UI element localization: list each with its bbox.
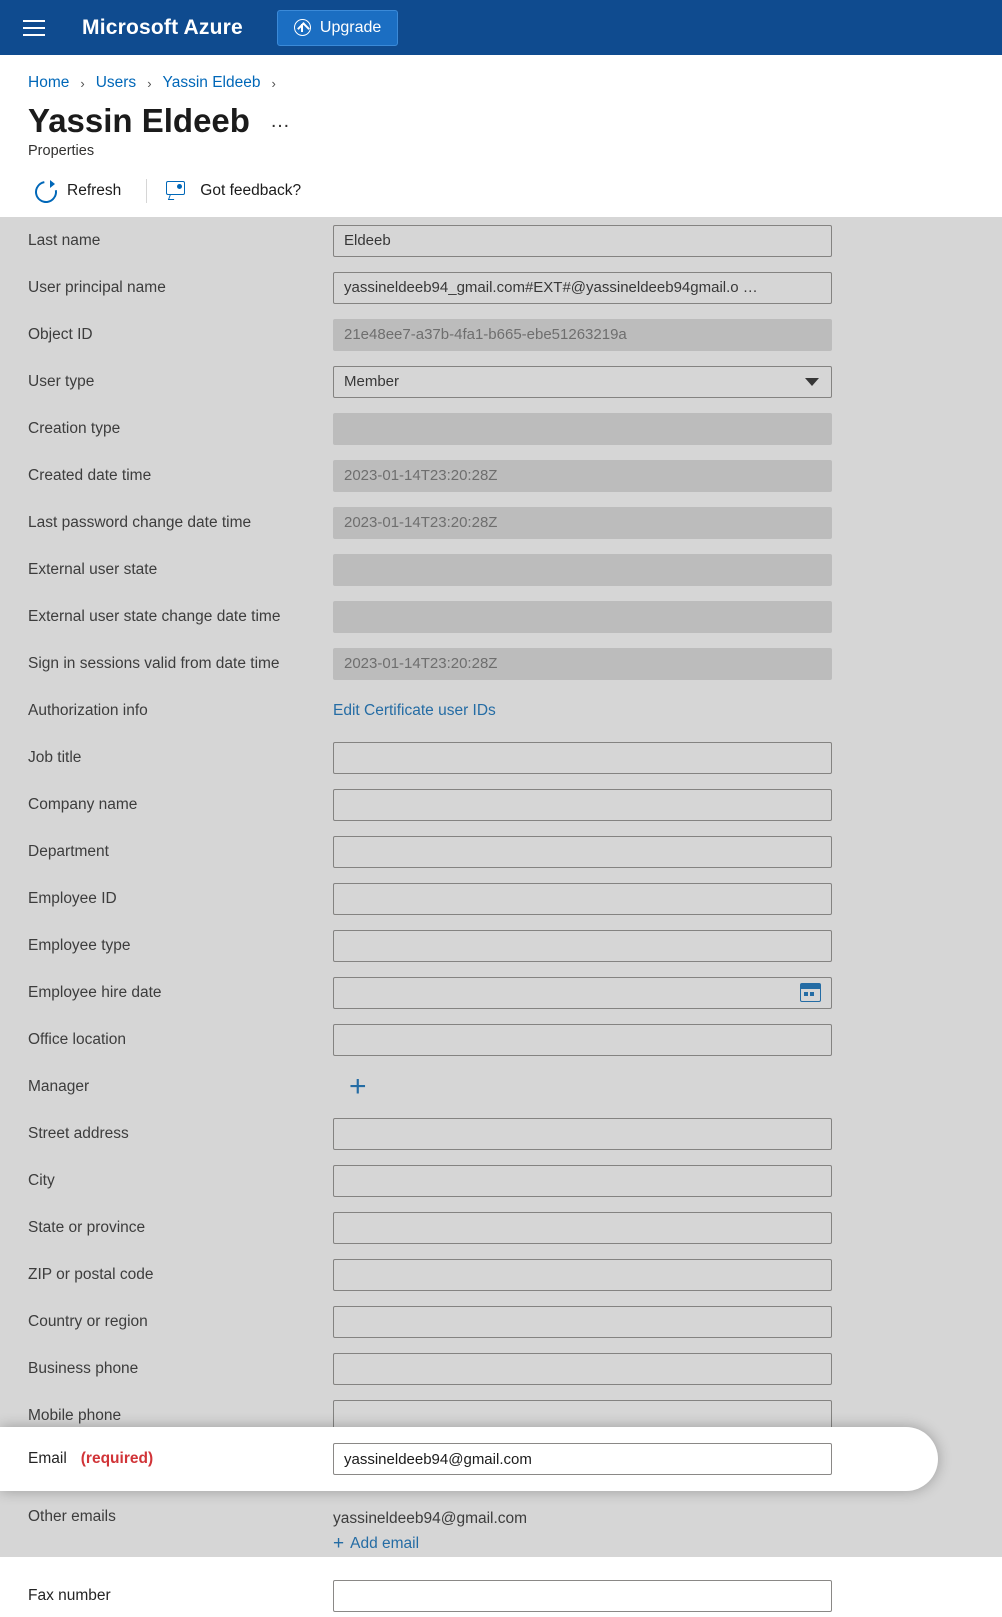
upgrade-arrow-icon <box>294 19 311 36</box>
field-label: Employee ID <box>28 889 117 907</box>
refresh-icon <box>34 180 56 202</box>
azure-brand-label[interactable]: Microsoft Azure <box>82 15 243 39</box>
user-principal-name-input[interactable]: yassineldeeb94_gmail.com#EXT#@yassineldeeb94gmail.o … <box>333 272 832 304</box>
field-row-country-or-region <box>28 1298 1002 1345</box>
employee-hire-date-input[interactable] <box>333 977 832 1009</box>
plus-icon: + <box>333 1533 345 1555</box>
job-title-input[interactable] <box>333 742 832 774</box>
creation-type-value <box>333 413 832 445</box>
employee-id-input[interactable] <box>333 883 832 915</box>
other-emails-content <box>333 1507 527 1553</box>
chevron-down-icon <box>805 378 819 386</box>
state-or-province-input[interactable] <box>333 1212 832 1244</box>
field-row-city <box>28 1157 1002 1204</box>
field-row-office-location <box>28 1016 1002 1063</box>
feedback-label: Got feedback? <box>200 182 302 200</box>
add-email-button[interactable] <box>333 1534 527 1553</box>
refresh-label: Refresh <box>67 182 122 200</box>
last-password-change-value: 2023-01-14T23:20:28Z <box>333 507 832 539</box>
field-row-company-name <box>28 781 1002 828</box>
refresh-button[interactable] <box>28 175 133 207</box>
field-label: External user state <box>28 560 158 578</box>
field-label: Mobile phone <box>28 1406 122 1424</box>
command-bar <box>0 159 1002 207</box>
field-label: User principal name <box>28 278 166 296</box>
page-title: Yassin Eldeeb <box>28 102 250 139</box>
zip-or-postal-code-input[interactable] <box>333 1259 832 1291</box>
city-input[interactable] <box>333 1165 832 1197</box>
field-row-authorization-info <box>28 687 1002 734</box>
field-row-state-or-province <box>28 1204 1002 1251</box>
field-row-employee-hire-date <box>28 969 1002 1016</box>
field-row-business-phone <box>28 1345 1002 1392</box>
field-label: City <box>28 1171 55 1189</box>
field-label: Business phone <box>28 1359 139 1377</box>
field-row-last-password-change <box>28 499 1002 546</box>
feedback-icon <box>166 180 189 202</box>
external-user-state-change-value <box>333 601 832 633</box>
field-label: Last name <box>28 231 101 249</box>
field-label: Fax number <box>28 1587 111 1605</box>
object-id-value: 21e48ee7-a37b-4fa1-b665-ebe51263219a <box>333 319 832 351</box>
employee-type-input[interactable] <box>333 930 832 962</box>
field-row-external-user-state-change <box>28 593 1002 640</box>
field-label: State or province <box>28 1218 146 1236</box>
field-label: Other emails <box>28 1508 116 1526</box>
field-row-fax-number <box>28 1575 1002 1617</box>
field-row-other-emails <box>28 1503 1002 1575</box>
field-row-job-title <box>28 734 1002 781</box>
field-label: Department <box>28 842 109 860</box>
top-navigation-bar <box>0 0 1002 55</box>
breadcrumb-separator-icon: › <box>271 75 276 91</box>
breadcrumb-item-users[interactable]: Users <box>95 74 137 91</box>
properties-form-wrapper <box>0 217 1002 1617</box>
email-input[interactable]: yassineldeeb94@gmail.com <box>333 1443 832 1475</box>
hamburger-menu-icon[interactable] <box>16 10 52 46</box>
user-type-selected-value: Member <box>344 373 400 391</box>
edit-certificate-user-ids-link[interactable]: Edit Certificate user IDs <box>333 701 496 719</box>
last-name-input[interactable]: Eldeeb <box>333 225 832 257</box>
field-label: External user state change date time <box>28 607 281 625</box>
field-row-manager <box>28 1063 1002 1110</box>
email-label: Email <box>28 1450 67 1468</box>
email-required-badge: (required) <box>80 1450 154 1468</box>
field-row-object-id <box>28 311 1002 358</box>
field-label: Employee type <box>28 936 131 954</box>
field-row-user-type <box>28 358 1002 405</box>
other-email-value: yassineldeeb94@gmail.com <box>333 1510 528 1528</box>
breadcrumb-item-home[interactable]: Home <box>28 74 70 91</box>
feedback-button[interactable] <box>160 175 313 207</box>
field-row-department <box>28 828 1002 875</box>
office-location-input[interactable] <box>333 1024 832 1056</box>
field-label: Office location <box>28 1030 126 1048</box>
fax-number-input[interactable] <box>333 1580 832 1612</box>
field-label: Created date time <box>28 466 152 484</box>
upgrade-button-label: Upgrade <box>319 18 382 36</box>
created-date-time-value: 2023-01-14T23:20:28Z <box>333 460 832 492</box>
external-user-state-value <box>333 554 832 586</box>
breadcrumb-item-user[interactable]: Yassin Eldeeb <box>162 74 261 91</box>
breadcrumb-separator-icon: › <box>80 75 85 91</box>
department-input[interactable] <box>333 836 832 868</box>
field-label: Authorization info <box>28 701 148 719</box>
field-row-employee-type <box>28 922 1002 969</box>
calendar-icon[interactable] <box>800 983 821 1002</box>
breadcrumb <box>0 55 1002 92</box>
field-label: ZIP or postal code <box>28 1265 154 1283</box>
upgrade-button[interactable] <box>277 10 398 46</box>
field-row-external-user-state <box>28 546 1002 593</box>
add-email-label: Add email <box>350 1534 420 1552</box>
field-row-user-principal-name <box>28 264 1002 311</box>
field-label: Manager <box>28 1077 90 1095</box>
field-label: Employee hire date <box>28 983 162 1001</box>
email-field-label-group <box>28 1450 333 1468</box>
country-or-region-input[interactable] <box>333 1306 832 1338</box>
add-manager-icon[interactable]: + <box>349 1069 367 1103</box>
field-row-created-date-time <box>28 452 1002 499</box>
page-header <box>0 92 1002 139</box>
email-field-spotlight <box>0 1427 938 1491</box>
field-row-zip-or-postal-code <box>28 1251 1002 1298</box>
more-options-icon[interactable]: … <box>269 110 292 133</box>
company-name-input[interactable] <box>333 789 832 821</box>
field-row-street-address <box>28 1110 1002 1157</box>
street-address-input[interactable] <box>333 1118 832 1150</box>
business-phone-input[interactable] <box>333 1353 832 1385</box>
field-label: Street address <box>28 1124 129 1142</box>
field-row-sign-in-sessions-valid-from <box>28 640 1002 687</box>
field-label: Object ID <box>28 325 93 343</box>
field-row-last-name <box>28 217 1002 264</box>
field-label: Sign in sessions valid from date time <box>28 654 280 672</box>
field-row-creation-type <box>28 405 1002 452</box>
field-label: Last password change date time <box>28 513 252 531</box>
field-label: Creation type <box>28 419 121 437</box>
page-subtitle: Properties <box>28 143 95 160</box>
sign-in-sessions-valid-from-value: 2023-01-14T23:20:28Z <box>333 648 832 680</box>
field-label: Job title <box>28 748 82 766</box>
properties-form <box>0 217 1002 1617</box>
user-type-select[interactable] <box>333 366 832 398</box>
field-label: Country or region <box>28 1312 148 1330</box>
field-label: User type <box>28 372 95 390</box>
breadcrumb-separator-icon: › <box>147 75 152 91</box>
command-bar-divider <box>146 179 147 203</box>
field-label: Company name <box>28 795 138 813</box>
field-row-employee-id <box>28 875 1002 922</box>
